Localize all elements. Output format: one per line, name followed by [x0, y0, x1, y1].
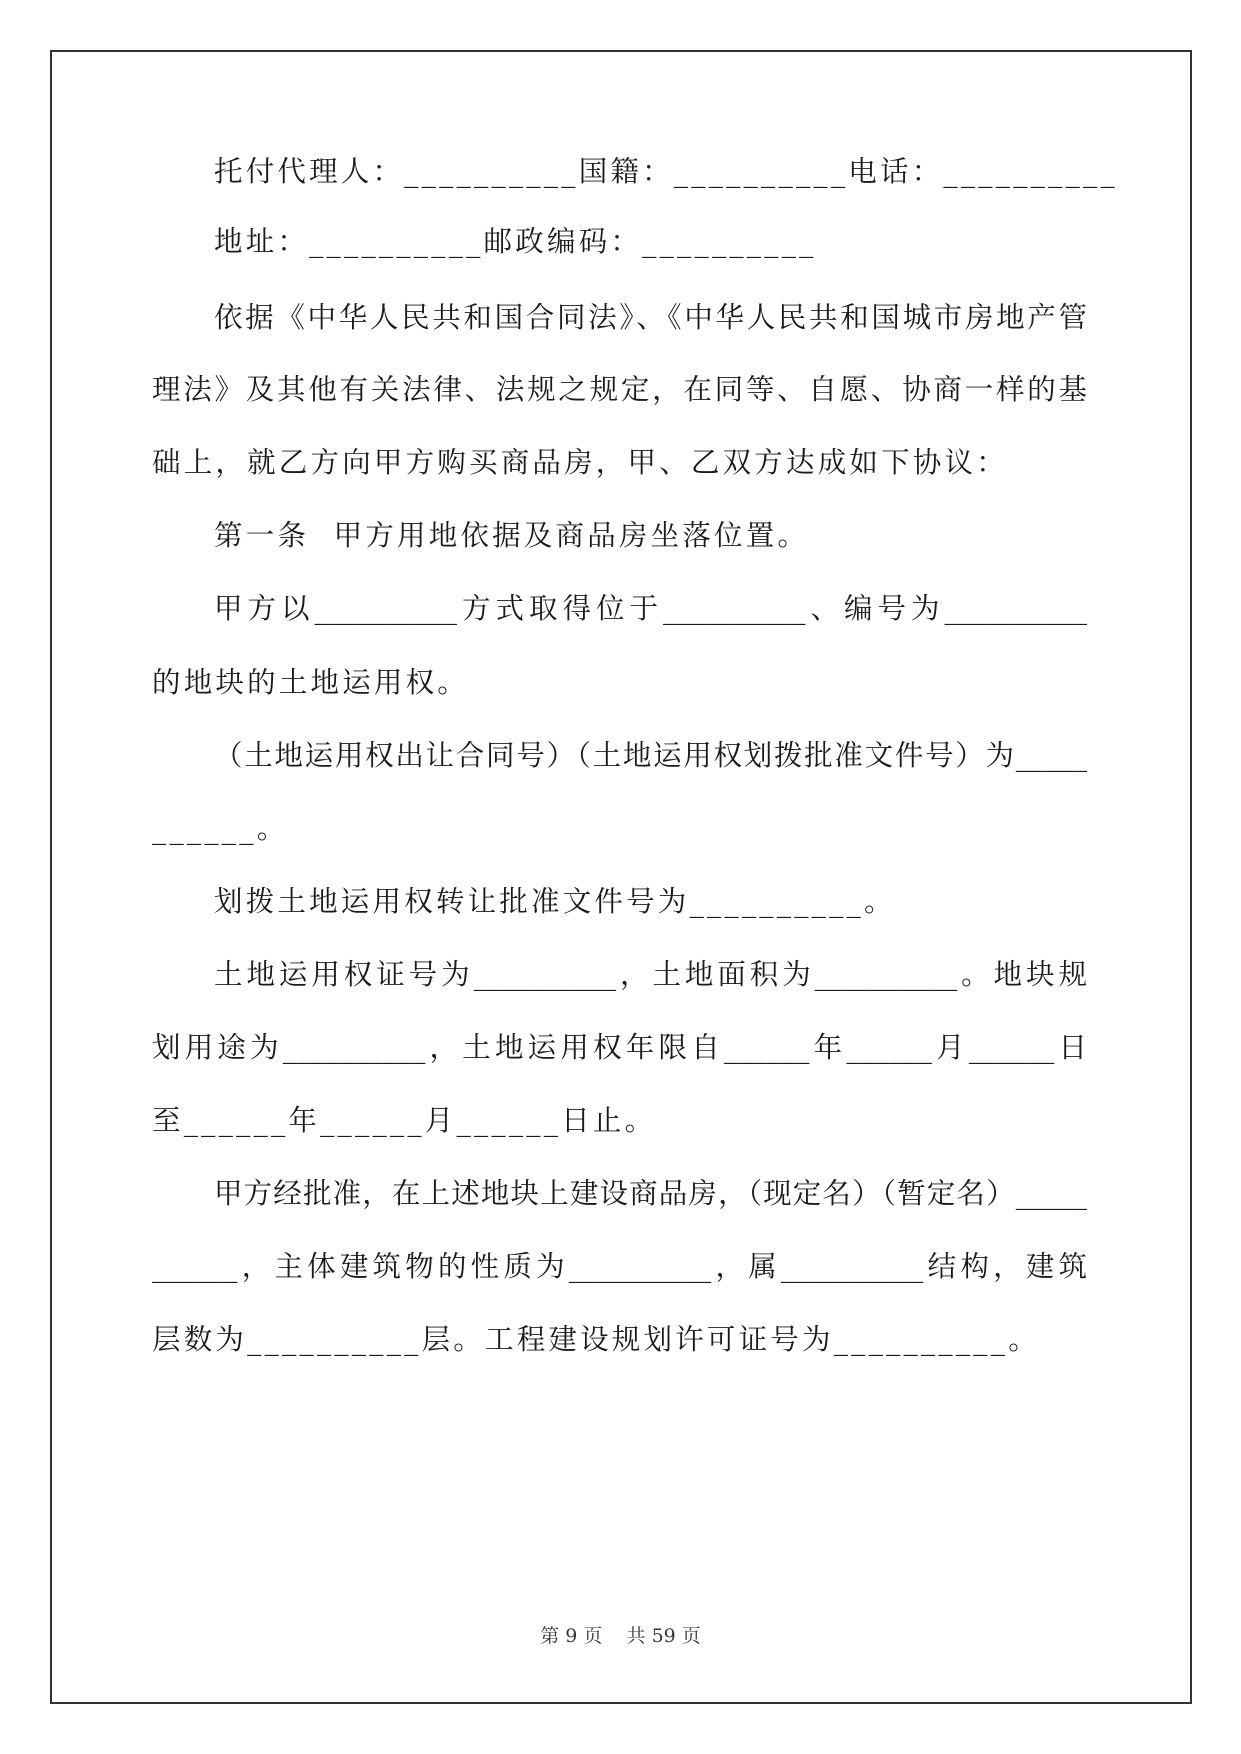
construction-line-1: 甲方经批准，在上述地块上建设商品房，（现定名）（暂定名）_____: [214, 1177, 1087, 1210]
page-footer: [0, 1624, 1241, 1648]
land-certificate-line-2: 划用途为__________，土地运用权年限自______年______月______日: [152, 1031, 1087, 1064]
land-certificate-line-3: 至______年______月______日止。: [152, 1104, 657, 1137]
land-certificate-line-1: 土地运用权证号为__________，土地面积为__________。地块规: [214, 958, 1087, 991]
construction-line-2: ______，主体建筑物的性质为__________，属__________结构，建筑: [152, 1250, 1087, 1283]
contract-number-line-2: ______。: [152, 812, 289, 845]
article-one-heading: 第一条 甲方用地依据及商品房坐落位置。: [214, 519, 810, 552]
agent-info-line: 托付代理人：__________国籍：__________电话：__________: [214, 155, 1118, 188]
legal-basis-line-3: 础上，就乙方向甲方购买商品房，甲、乙双方达成如下协议：: [152, 446, 1008, 479]
land-acquisition-line-1: 甲方以__________方式取得位于__________、编号为__________: [214, 592, 1087, 625]
legal-basis-line-2: 理法》及其他有关法律、法规之规定，在同等、自愿、协商一样的基: [152, 373, 1087, 406]
construction-line-3: 层数为__________层。工程建设规划许可证号为__________。: [152, 1323, 1040, 1356]
legal-basis-line-1: 依据《中华人民共和国合同法》、《中华人民共和国城市房地产管: [214, 301, 1087, 334]
land-acquisition-line-2: 的地块的土地运用权。: [152, 666, 470, 699]
address-line: 地址：__________邮政编码：__________: [214, 225, 817, 258]
page-number: 第 9 页: [540, 1625, 603, 1647]
contract-number-line-1: （土地运用权出让合同号）（土地运用权划拨批准文件号）为_____: [214, 739, 1087, 772]
transfer-approval-line: 划拨土地运用权转让批准文件号为__________。: [214, 885, 896, 918]
total-pages: 共 59 页: [626, 1625, 701, 1647]
